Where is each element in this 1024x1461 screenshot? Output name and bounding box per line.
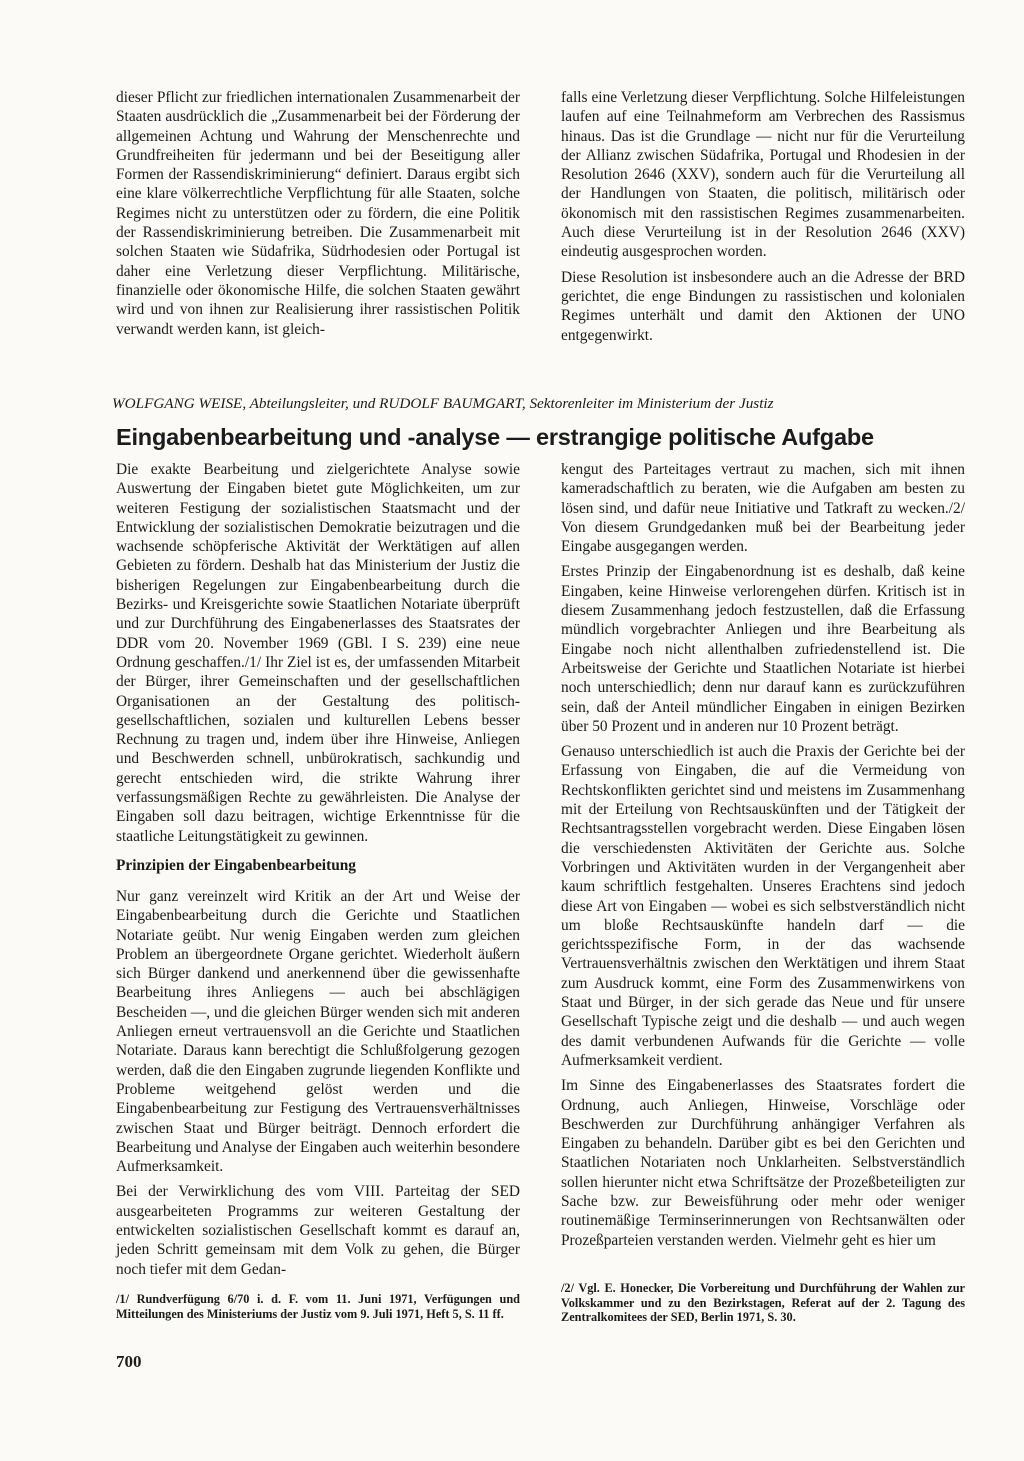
paragraph: Im Sinne des Eingabenerlasses des Staatsrates fordert die Ordnung, auch Anliegen, Hinweise, Vorschläge oder Beschwerden zur Durchführung anhängiger Verfahren als Eingaben zu behandeln. Darüber gibt es bei den Gerichten und Staatlichen Notariaten noch Unklarheiten. Selbstverständlich sollen hierunter nicht etwa Schriftsätze der Prozeßbeteiligten zur Sache bzw. zur Beweisführung oder mehr oder weniger routinemäßige Terminserinnerungen von Rechtsanwälten oder Prozeßparteien verstanden werden. Vielmehr geht es hier um [561, 1077, 965, 1249]
section-heading: Prinzipien der Eingabenbearbeitung [116, 856, 357, 874]
footnote-2: /2/ Vgl. E. Honecker, Die Vorbereitung und Durchführung der Wahlen zur Volkskammer und zu den Bezirkstagen, Referat auf der 2. Tagung des Zentralkomitees der SED, Berlin 1971, S. 30. [561, 1281, 965, 1324]
top-right-column [561, 88, 965, 345]
intro-paragraph: Die exakte Bearbeitung und zielgerichtete Analyse sowie Auswertung der Eingaben bietet gute Möglichkeiten, um zur weiteren Festigung der sozialistischen Staatsmacht und der Entwicklung der sozialistischen Demokratie beizutragen und die wachsende schöpferische Aktivität der Werktätigen auf allen Gebieten zu fördern. Deshalb hat das Ministerium der Justiz die bisherigen Regelungen zur Eingabenbearbeitung durch die Bezirks- und Kreisgerichte sowie Staatlichen Notariate überprüft und zur Durchführung des Eingabenerlasses des Staatsrates der DDR vom 20. November 1969 (GBl. I S. 239) eine neue Ordnung geschaffen./1/ Ihr Ziel ist es, der umfassenden Mitarbeit der Bürger, ihrer Gemeinschaften und der gesellschaftlichen Organisationen an der Gestaltung des politisch-gesellschaftlichen, sozialen und kulturellen Lebens besser Rechnung zu tragen und, indem über ihre Hinweise, Anliegen und Beschwerden schnell, unbürokratisch, sachkundig und gerecht entschieden wird, die strikte Wahrung ihrer verfassungsmäßigen Rechte zu gewährleisten. Die Analyse der Eingaben soll dazu beitragen, wichtige Erkenntnisse für die staatliche Leitungstätigkeit zu gewinnen. [116, 461, 520, 845]
paragraph: Nur ganz vereinzelt wird Kritik an der Art und Weise der Eingabenbearbeitung durch die Gerichte und Staatlichen Notariate geübt. Nur wenig Eingaben werden zum gleichen Problem an übergeordnete Organe gerichtet. Wiederholt äußern sich Bürger dankend und anerkennend über die gewissenhafte Bearbeitung ihres Anliegens — auch bei abschlägigen Bescheiden —, und die gleichen Bürger wenden sich mit anderen Anliegen erneut vertrauensvoll an die Gerichte und Staatlichen Notariate. Daraus kann berechtigt die Schlußfolgerung gezogen werden, daß die den Eingaben zugrunde liegenden Konflikte und Probleme weitgehend gelöst werden und die Eingabenbearbeitung zur Festigung des Vertrauensverhältnisses zwischen Staat und Bürger beiträgt. Dennoch erfordert die Bearbeitung und Analyse der Eingaben auch weiterhin besondere Aufmerksamkeit. [116, 887, 520, 1176]
paragraph: kengut des Parteitages vertraut zu machen, sich mit ihnen kameradschaftlich zu beraten, wie die Aufgaben am besten zu lösen sind, und dafür neue Initiative und Tatkraft zu wecken./2/ Von diesem Grundgedanken muß bei der Bearbeitung jeder Eingabe ausgegangen werden. [561, 461, 965, 556]
paragraph: dieser Pflicht zur friedlichen internationalen Zusammenarbeit der Staaten ausdrücklich die „Zusammenarbeit bei der Förderung der allgemeinen Achtung und Wahrung der Menschenrechte und Grundfreiheiten für jedermann und bei der Beseitigung aller Formen der Rassendiskriminierung“ definiert. Daraus ergibt sich eine klare völkerrechtliche Verpflichtung für alle Staaten, solche Regimes nicht zu unterstützen oder zu fördern, die eine Politik der Rassendiskriminierung betreiben. Die Zusammenarbeit mit solchen Staaten wie Südafrika, Südrhodesien oder Portugal ist daher eine Verletzung dieser Verpflichtung. Militärische, finanzielle oder ökonomische Hilfe, die solchen Staaten gewährt wird und von ihnen zur Realisierung ihrer rassistischen Politik verwandt werden kann, ist gleich- [116, 89, 520, 338]
paragraph: Erstes Prinzip der Eingabenordnung ist es deshalb, daß keine Eingaben, keine Hinweise verlorengehen dürfen. Kritisch ist in diesem Zusammenhang jedoch festzustellen, daß die Erfassung mündlich vorgebrachter Anliegen und ihre Bearbeitung als Eingabe noch nicht allenthalben zufriedenstellend ist. Die Arbeitsweise der Gerichte und Staatlichen Notariate ist hierbei noch unterschiedlich; denn nur darauf kann es zurückzuführen sein, daß der Anteil mündlicher Eingaben in einigen Bezirken über 50 Prozent und in anderen nur 10 Prozent beträgt. [561, 563, 965, 735]
article-title: Eingabenbearbeitung und -analyse — erstrangige politische Aufgabe [116, 424, 874, 450]
paragraph: falls eine Verletzung dieser Verpflichtung. Solche Hilfeleistungen laufen auf eine Teilnahmeform am Verbrechen des Rassismus hinaus. Das ist die Grundlage — nicht nur für die Verurteilung der Allianz zwischen Südafrika, Portugal und Rhodesien in der Resolution 2646 (XXV), sondern auch für die Verurteilung all der Handlungen von Staaten, die politisch, militärisch oder ökonomisch mit den rassistischen Regimes zusammenarbeiten. Auch diese Verurteilung ist in der Resolution 2646 (XXV) eindeutig ausgesprochen worden. [561, 89, 965, 261]
article-left-column [116, 460, 520, 1279]
footnote-1: /1/ Rundverfügung 6/70 i. d. F. vom 11. Juni 1971, Verfügungen und Mitteilungen des Ministeriums der Justiz vom 9. Juli 1971, Heft 5, S. 11 ff. [116, 1292, 520, 1321]
paragraph: Bei der Verwirklichung des vom VIII. Parteitag der SED ausgearbeiteten Programms zur weiteren Gestaltung der entwickelten sozialistischen Gesellschaft kommt es darauf an, jeden Schritt gemeinsam mit dem Volk zu gehen, die Bürger noch tiefer mit dem Gedan- [116, 1183, 520, 1278]
top-left-column [116, 88, 520, 339]
paragraph: Genauso unterschiedlich ist auch die Praxis der Gerichte bei der Erfassung von Eingaben, die auf die Vermeidung von Rechtskonflikten gerichtet sind und meistens im Zusammenhang mit der Erteilung von Rechtsauskünften und der Tätigkeit der Rechtsantragsstellen vorgebracht werden. Diese Eingaben lösen die verschiedensten Aktivitäten der Gerichte aus. Solche Vorbringen und Aktivitäten wurden in der Vergangenheit aber kaum schriftlich festgehalten. Unseres Erachtens sind jedoch diese Art von Eingaben — wobei es sich selbstverständlich nicht um bloße Rechtsauskünfte handeln darf — die gerichtsspezifische Form, in der das wachsende Vertrauensverhältnis zwischen den Werktätigen und ihrem Staat zum Ausdruck kommt, eine Form des Zusammenwirkens von Staat und Bürger, in der sich gerade das Neue und für unsere Gesellschaft Typische zeigt und die deshalb — und auch wegen des damit verbundenen Aufwands für die Gerichte — volle Aufmerksamkeit verdient. [561, 743, 965, 1069]
paragraph: Diese Resolution ist insbesondere auch an die Adresse der BRD gerichtet, die enge Bindungen zu rassistischen und kolonialen Regimes unterhält und damit den Aktionen der UNO entgegenwirkt. [561, 268, 965, 344]
article-byline: WOLFGANG WEISE, Abteilungsleiter, und RUDOLF BAUMGART, Sektorenleiter im Ministerium der Justiz [112, 395, 774, 412]
page-number: 700 [116, 1352, 142, 1371]
article-right-column [561, 460, 965, 1250]
